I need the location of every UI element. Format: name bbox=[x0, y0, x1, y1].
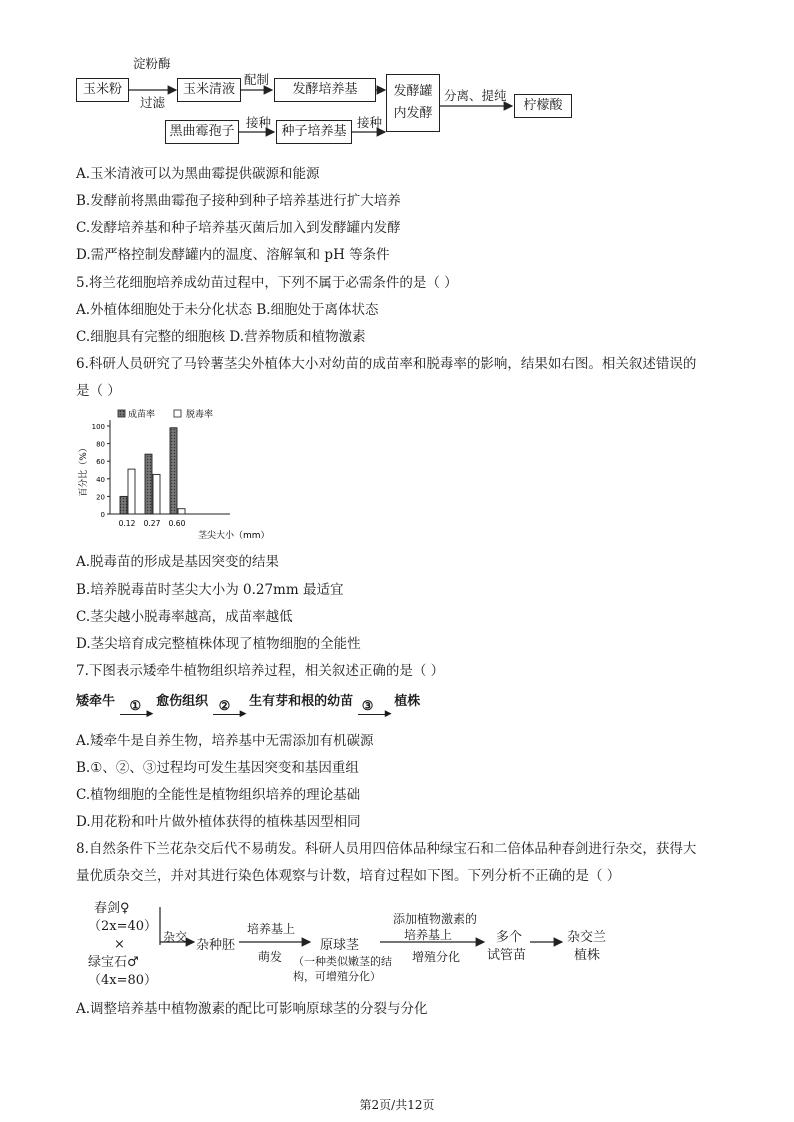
y-axis-label: 百分比（%） bbox=[79, 443, 89, 497]
q7-flow: 矮牵牛 ① ▶ 愈伤组织 ② ▶ 生有芽和根的幼苗 ③ ▶ 植株 bbox=[76, 694, 421, 719]
parent-spring-sword: 春剑♀ （2x=40） × 绿宝石♂ （4x=80） bbox=[88, 901, 158, 988]
q4-option-b: B.发酵前将黑曲霉孢子接种到种子培养基进行扩大培养 bbox=[76, 193, 401, 209]
q4-option-c: C.发酵培养基和种子培养基灭菌后加入到发酵罐内发酵 bbox=[76, 220, 401, 236]
y-tick-label: 100 bbox=[91, 423, 105, 431]
q7-node-petunia: 矮牵牛 bbox=[76, 694, 116, 709]
y-tick-label: 80 bbox=[96, 440, 105, 449]
q6-stem-line1: 6.科研人员研究了马铃薯茎尖外植体大小对幼苗的成苗率和脱毒率的影响，结果如右图。相关叙述错误的 bbox=[76, 356, 697, 372]
cross-label: 杂交 bbox=[163, 930, 188, 944]
y-tick-label: 0 bbox=[100, 511, 105, 519]
q8-stem-line2: 量优质杂交兰，并对其进行染色体观察与计数，培育过程如下图。下列分析不正确的是（ ） bbox=[76, 868, 621, 884]
q8-option-a: A.调整培养基中植物激素的配比可影响原球茎的分裂与分化 bbox=[76, 1001, 428, 1017]
hormone-label-2: 培养基上 bbox=[404, 928, 453, 942]
bar-chart bbox=[74, 404, 314, 544]
q6-option-b: B.培养脱毒苗时茎尖大小为 0.27mm 最适宜 bbox=[76, 582, 344, 598]
bar-virus-free-rate bbox=[178, 509, 185, 514]
medium-label: 培养基上 bbox=[247, 922, 296, 936]
q6-option-c: C.茎尖越小脱毒率越高，成苗率越低 bbox=[76, 609, 293, 625]
test-tube-seedling: 试管苗 bbox=[487, 948, 527, 963]
legend-label-seedling: 成苗率 bbox=[128, 410, 156, 420]
q5-stem: 5.将兰花细胞培养成幼苗过程中，下列不属于必需条件的是（ ） bbox=[76, 275, 458, 291]
x-tick-label: 0.60 bbox=[168, 519, 186, 528]
x-axis-label: 茎尖大小（mm） bbox=[198, 531, 270, 541]
q7-node-callus: 愈伤组织 bbox=[156, 694, 209, 709]
tank-box: 发酵罐内发酵 bbox=[386, 74, 440, 132]
legend-swatch-seedling bbox=[118, 410, 125, 417]
q7-option-d: D.用花粉和叶片做外植体获得的植株基因型相同 bbox=[76, 814, 361, 830]
q7-option-b: B.①、②、③过程均可发生基因突变和基因重组 bbox=[76, 760, 359, 776]
ferment-medium-box: 发酵培养基 bbox=[274, 78, 376, 102]
proliferate-label: 增殖分化 bbox=[412, 950, 461, 964]
corn-powder-box: 玉米粉 bbox=[76, 78, 129, 102]
q7-step1: ① bbox=[129, 699, 142, 714]
hybrid-orchid-1: 杂交兰 bbox=[567, 930, 607, 945]
q5-options-cd: C.细胞具有完整的细胞核 D.营养物质和植物激素 bbox=[76, 329, 366, 345]
q7-node-seedling: 生有芽和根的幼苗 bbox=[249, 694, 354, 709]
corn-liquid-box: 玉米清液 bbox=[177, 78, 241, 102]
protocorm: 原球茎 bbox=[320, 938, 360, 953]
q6-stem-line2: 是（ ） bbox=[76, 383, 121, 399]
q4-option-d: D.需严格控制发酵罐内的温度、溶解氧和 pH 等条件 bbox=[76, 247, 390, 263]
inoculate2-label: 接种 bbox=[357, 115, 383, 130]
y-tick-label: 40 bbox=[96, 475, 105, 484]
x-tick-label: 0.12 bbox=[118, 519, 136, 528]
hybrid-embryo: 杂种胚 bbox=[196, 938, 236, 953]
seed-medium-box: 种子培养基 bbox=[276, 120, 352, 144]
enzyme-label: 淀粉酶 bbox=[133, 56, 171, 71]
legend-swatch-virus-free bbox=[174, 410, 181, 417]
legend-label-virus-free: 脱毒率 bbox=[186, 410, 214, 420]
bar-virus-free-rate bbox=[128, 469, 135, 514]
q5-options-ab: A.外植体细胞处于未分化状态 B.细胞处于离体状态 bbox=[76, 302, 379, 318]
hybrid-orchid-2: 植株 bbox=[574, 948, 601, 963]
citric-box: 柠檬酸 bbox=[514, 94, 572, 118]
q7-option-c: C.植物细胞的全能性是植物组织培养的理论基础 bbox=[76, 787, 361, 803]
q6-option-d: D.茎尖培育成完整植株体现了植物细胞的全能性 bbox=[76, 636, 361, 652]
q6-option-a: A.脱毒苗的形成是基因突变的结果 bbox=[76, 554, 280, 570]
q7-node-plant: 植株 bbox=[394, 694, 421, 709]
bar-virus-free-rate bbox=[153, 474, 160, 514]
q4-option-a: A.玉米清液可以为黑曲霉提供碳源和能源 bbox=[76, 166, 320, 182]
germinate-label: 萌发 bbox=[258, 950, 283, 964]
filter-label: 过滤 bbox=[140, 95, 166, 110]
q7-stem: 7.下图表示矮牵牛植物组织培养过程，相关叙述正确的是（ ） bbox=[76, 663, 445, 679]
bar-seedling-rate bbox=[170, 428, 177, 514]
y-tick-label: 60 bbox=[96, 458, 105, 467]
multiple-label: 多个 bbox=[496, 930, 523, 945]
hormone-label-1: 添加植物激素的 bbox=[393, 912, 478, 926]
protocorm-note: （一种类似嫩茎的结构，可增殖分化） bbox=[293, 955, 392, 983]
separate-label: 分离、提纯 bbox=[444, 88, 507, 103]
bar-seedling-rate bbox=[145, 454, 152, 514]
spores-box: 黑曲霉孢子 bbox=[165, 120, 239, 144]
page-footer: 第2页/共12页 bbox=[359, 1098, 435, 1112]
prepare-label: 配制 bbox=[244, 72, 270, 87]
q7-step2: ② bbox=[218, 699, 231, 714]
inoculate1-label: 接种 bbox=[246, 115, 272, 130]
y-tick-label: 20 bbox=[96, 493, 105, 502]
x-tick-label: 0.27 bbox=[143, 519, 161, 528]
bar-seedling-rate bbox=[120, 496, 127, 514]
q8-stem-line1: 8.自然条件下兰花杂交后代不易萌发。科研人员用四倍体品种绿宝石和二倍体品种春剑进行杂交，获得大 bbox=[76, 841, 697, 857]
q7-step3: ③ bbox=[361, 699, 374, 714]
q7-option-a: A.矮牵牛是自养生物，培养基中无需添加有机碳源 bbox=[76, 733, 374, 749]
